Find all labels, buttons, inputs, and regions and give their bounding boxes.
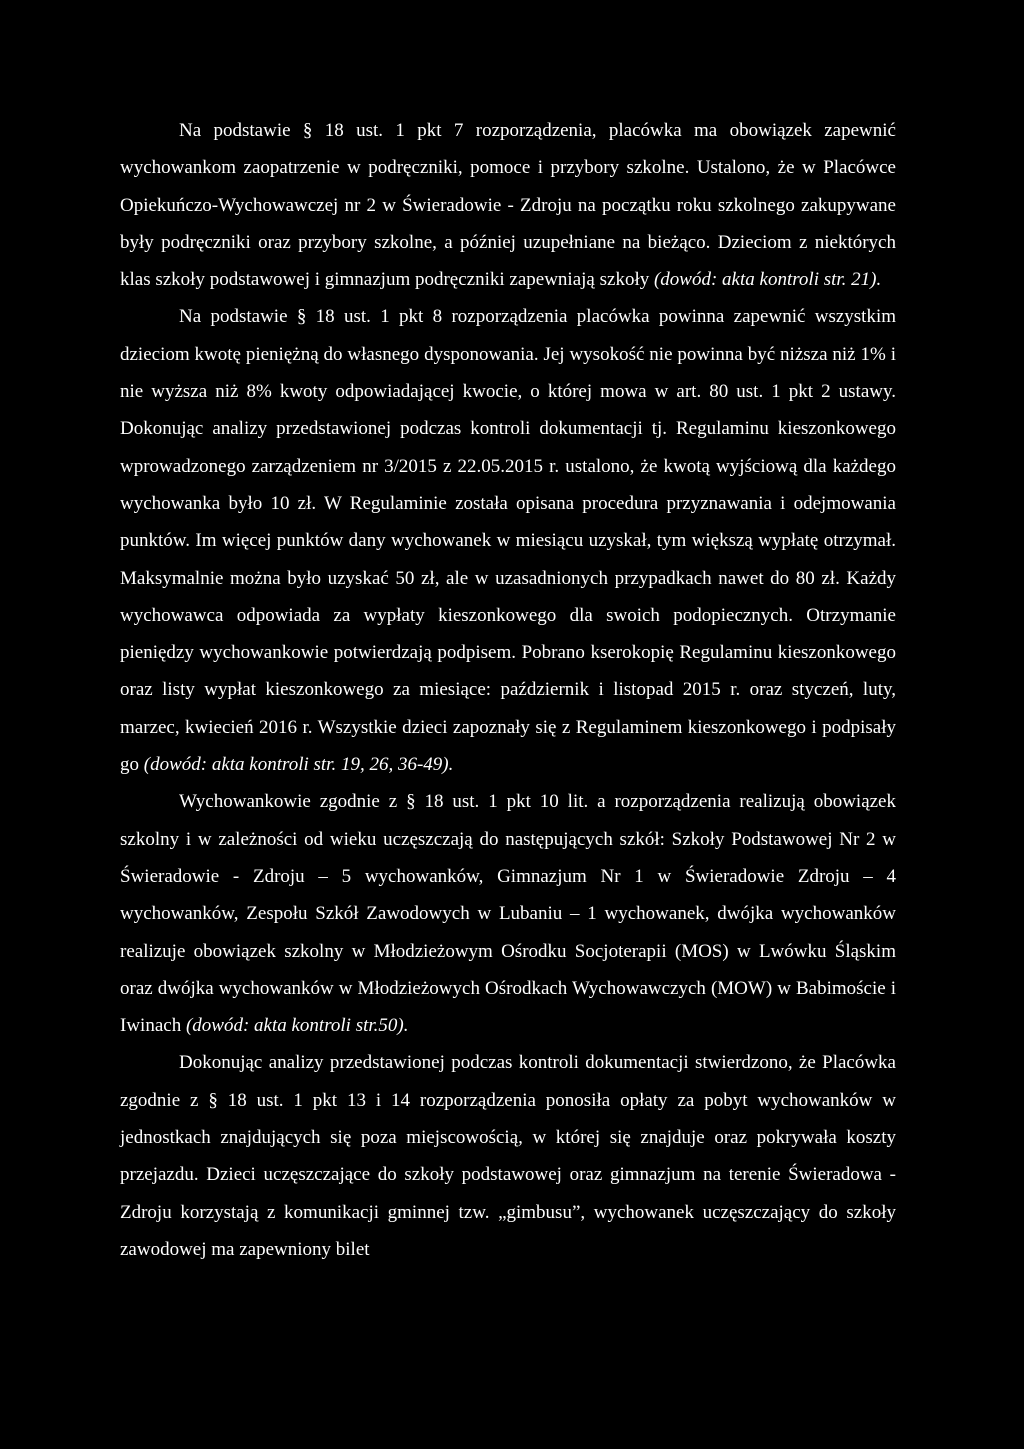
paragraph-text: Dokonując analizy przedstawionej podczas kontroli dokumentacji stwierdzono, że Placówka zgodnie z § 18 ust. 1 pkt 13 i 14 rozporządzenia ponosiła opłaty za pobyt wychowanków w jednostkach znajdujących się poza miejscowością, w której się znajduje oraz pokrywała koszty przejazdu. Dzieci uczęszczające do szkoły podstawowej oraz gimnazjum na terenie Świeradowa - Zdroju korzystają z komunikacji gminnej tzw. „gimbusu”, wychowanek uczęszczający do szkoły zawodowej ma zapewniony bilet bbox=[120, 1052, 896, 1260]
paragraph-transport-costs bbox=[120, 1044, 896, 1268]
paragraph-school-supplies bbox=[120, 112, 896, 298]
evidence-reference: (dowód: akta kontroli str. 21). bbox=[653, 269, 882, 291]
evidence-reference: (dowód: akta kontroli str. 19, 26, 36-49). bbox=[143, 754, 454, 776]
paragraph-schooling bbox=[120, 783, 896, 1044]
paragraph-text: Na podstawie § 18 ust. 1 pkt 8 rozporządzenia placówka powinna zapewnić wszystkim dzieciom kwotę pieniężną do własnego dysponowania. Jej wysokość nie powinna być niższa niż 1% i nie wyższa niż 8% kwoty odpowiadającej kwocie, o której mowa w art. 80 ust. 1 pkt 2 ustawy. Dokonując analizy przedstawionej podczas kontroli dokumentacji tj. Regulaminu kieszonkowego wprowadzonego zarządzeniem nr 3/2015 z 22.05.2015 r. ustalono, że kwotą wyjściową dla każdego wychowanka było 10 zł. W Regulaminie została opisana procedura przyznawania i odejmowania punktów. Im więcej punktów dany wychowanek w miesiącu uzyskał, tym większą wypłatę otrzymał. Maksymalnie można było uzyskać 50 zł, ale w uzasadnionych przypadkach nawet do 80 zł. Każdy wychowawca odpowiada za wypłaty kieszonkowego dla swoich podopiecznych. Otrzymanie pieniędzy wychowankowie potwierdzają podpisem. Pobrano kserokopię Regulaminu kieszonkowego oraz listy wypłat kieszonkowego za miesiące: październik i listopad 2015 r. oraz styczeń, luty, marzec, kwiecień 2016 r. Wszystkie dzieci zapoznały się z Regulaminem kieszonkowego i podpisały go bbox=[120, 306, 896, 776]
evidence-reference: (dowód: akta kontroli str.50). bbox=[185, 1015, 409, 1037]
paragraph-text: Na podstawie § 18 ust. 1 pkt 7 rozporządzenia, placówka ma obowiązek zapewnić wychowankom zaopatrzenie w podręczniki, pomoce i przybory szkolne. Ustalono, że w Placówce Opiekuńczo-Wychowawczej nr 2 w Świeradowie - Zdroju na początku roku szkolnego zakupywane były podręczniki oraz przybory szkolne, a później uzupełniane na bieżąco. Dzieciom z niektórych klas szkoły podstawowej i gimnazjum podręczniki zapewniają szkoły bbox=[120, 120, 896, 291]
document-page bbox=[120, 112, 896, 1268]
paragraph-pocket-money bbox=[120, 298, 896, 783]
paragraph-text: Wychowankowie zgodnie z § 18 ust. 1 pkt 10 lit. a rozporządzenia realizują obowiązek szkolny i w zależności od wieku uczęszczają do następujących szkół: Szkoły Podstawowej Nr 2 w Świeradowie - Zdroju – 5 wychowanków, Gimnazjum Nr 1 w Świeradowie Zdroju – 4 wychowanków, Zespołu Szkół Zawodowych w Lubaniu – 1 wychowanek, dwójka wychowanków realizuje obowiązek szkolny w Młodzieżowym Ośrodku Socjoterapii (MOS) w Lwówku Śląskim oraz dwójka wychowanków w Młodzieżowych Ośrodkach Wychowawczych (MOW) w Babimoście i Iwinach bbox=[120, 791, 896, 1037]
